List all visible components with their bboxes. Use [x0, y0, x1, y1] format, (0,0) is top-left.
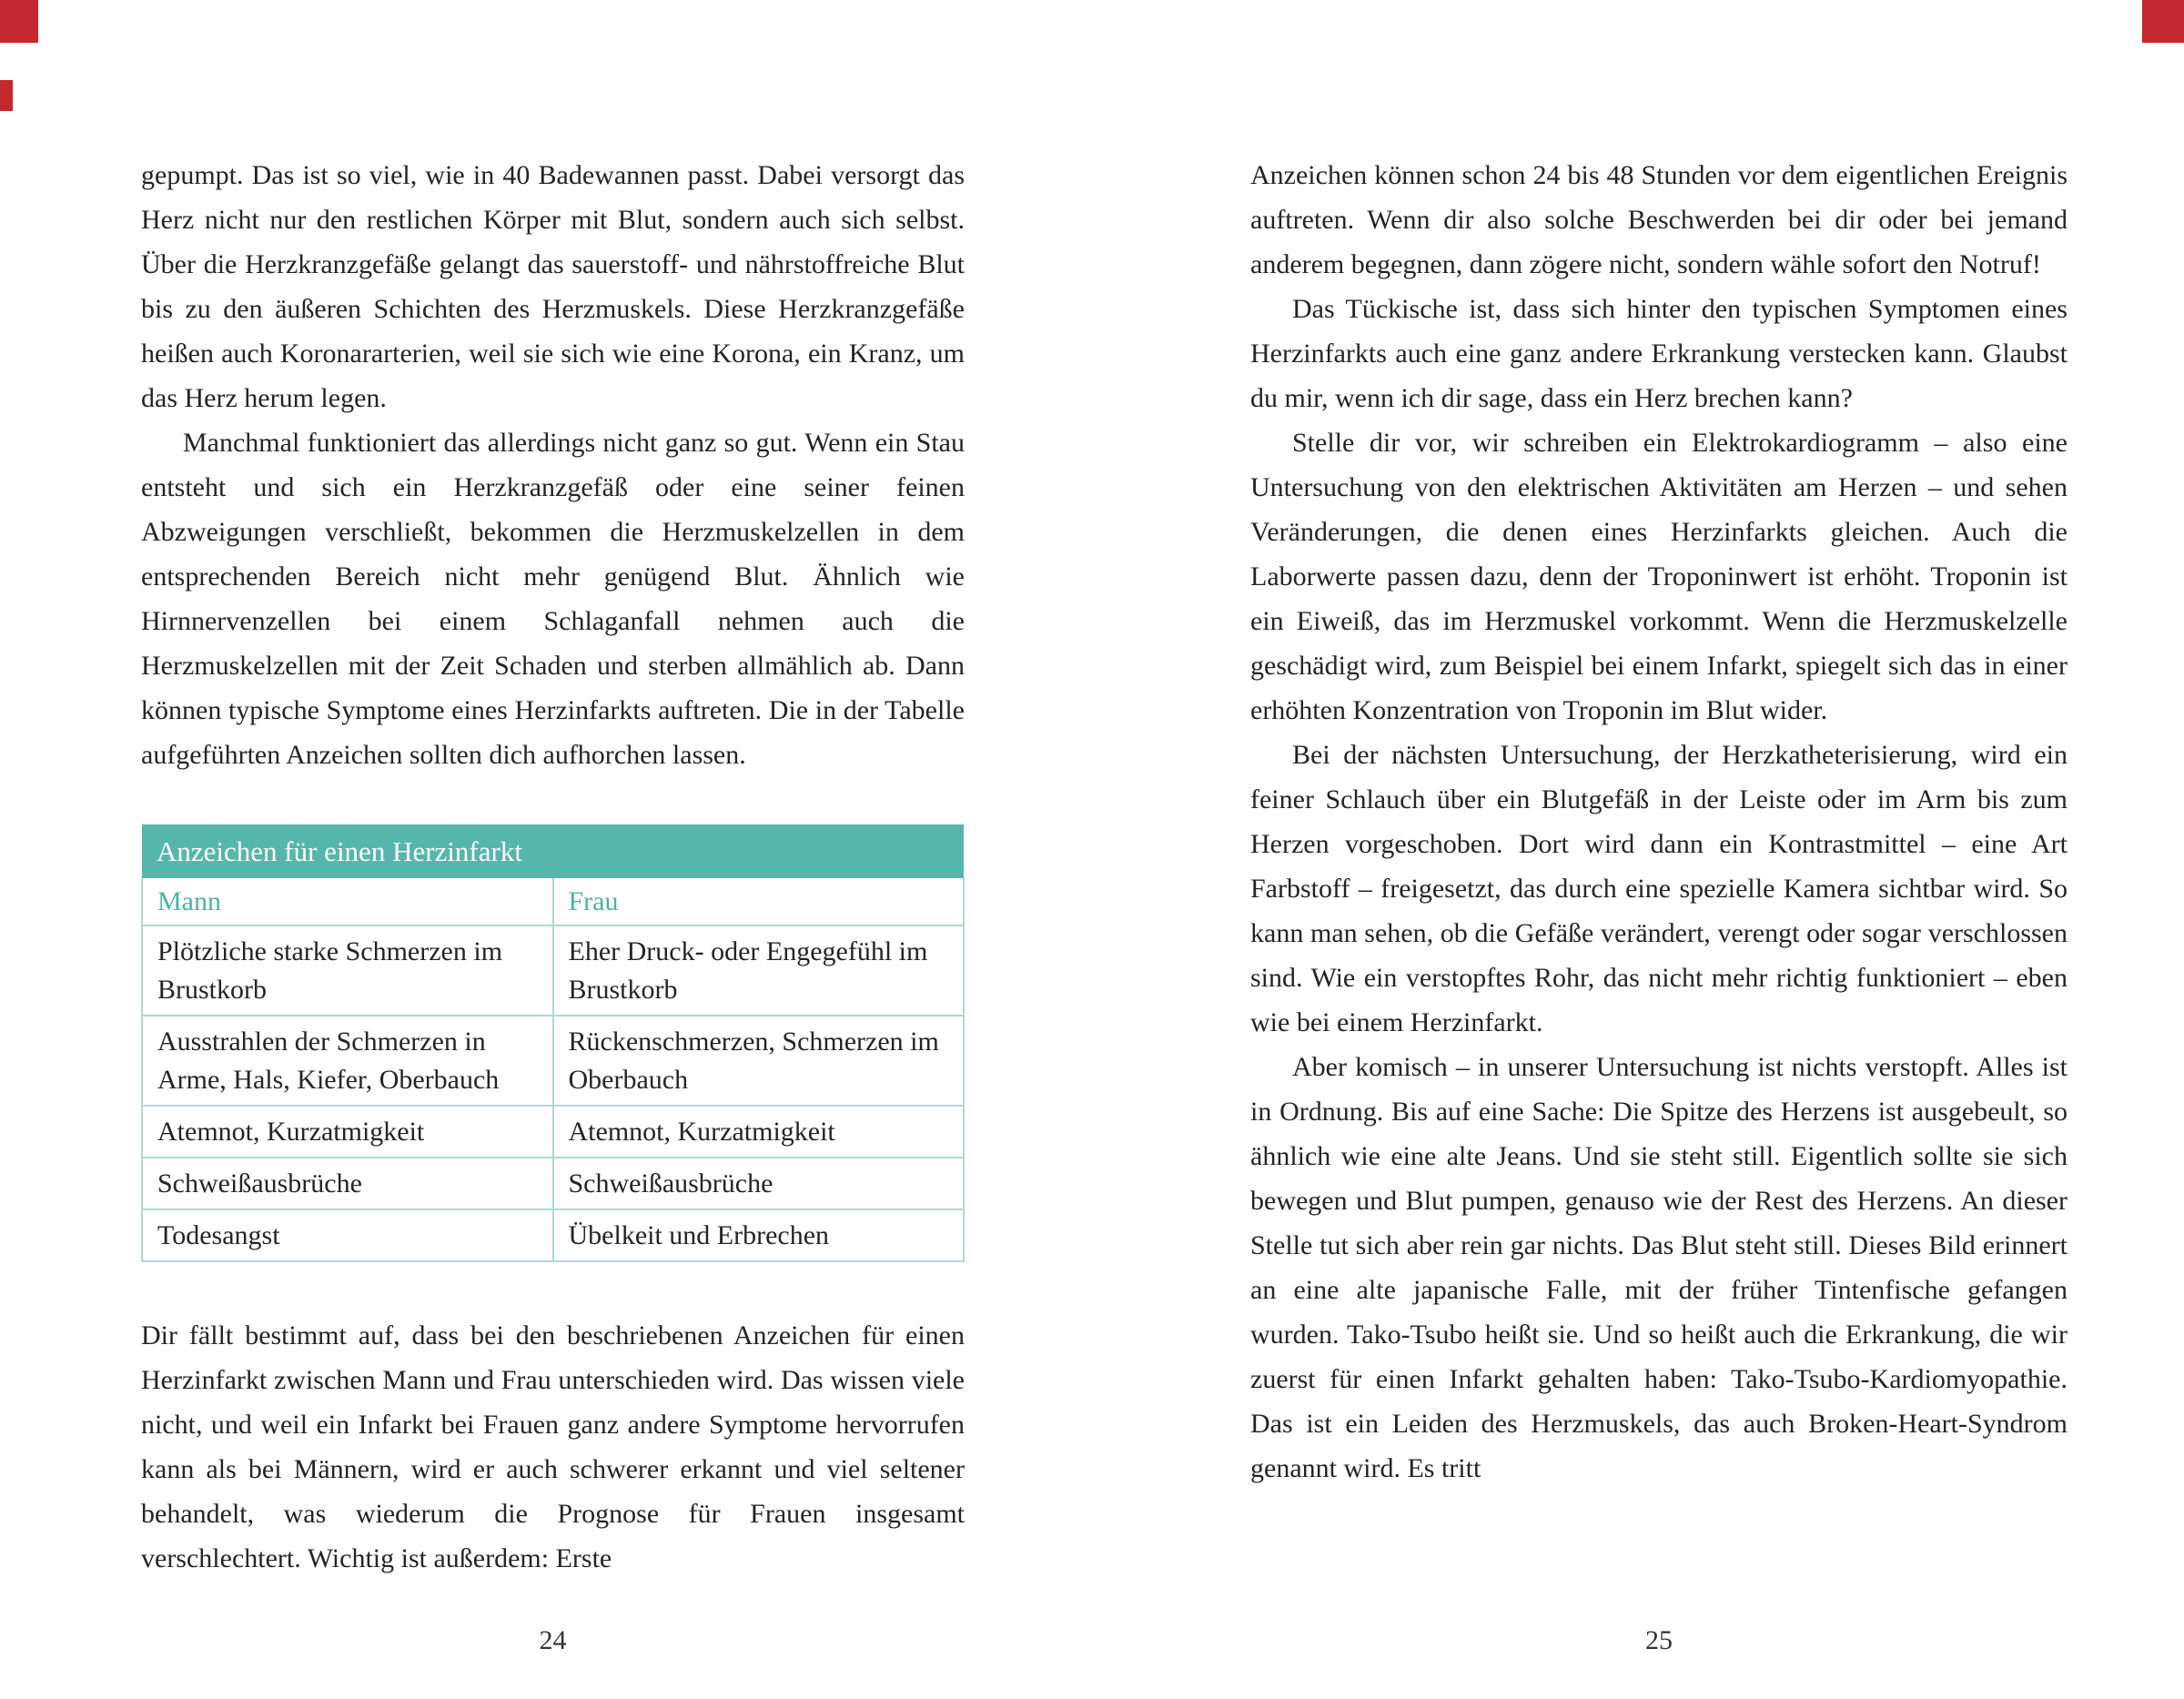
table-cell: Plötzliche starke Schmerzen im Brustkorb: [142, 925, 553, 1016]
table-cell: Schweißausbrüche: [553, 1158, 965, 1209]
paragraph: Aber komisch – in unserer Untersuchung ist nichts verstopft. Alles ist in Ordnung. Bis auf eine Sache: Die Spitze des Herzens ist ausgebeult, so ähnlich wie eine alte Jeans. Und sie steht still. Eigentlich sollte sie sich bewegen und Blut pumpen, genauso wie der Rest des Herzens. An dieser Stelle tut sich aber rein gar nichts. Das Blut steht still. Dieses Bild erinnert an eine alte japanische Falle, mit der früher Tintenfische gefangen wurden. Tako-Tsubo heißt sie. Und so heißt auch die Erkrankung, die wir zuerst für einen Infarkt gehalten haben: Tako-Tsubo-Kardiomyopathie. Das ist ein Leiden des Herzmuskels, das auch Broken-Heart-Syndrom genannt wird. Es tritt: [1250, 1052, 2068, 1483]
table-cell: Übelkeit und Erbrechen: [553, 1209, 965, 1261]
page-number-left: 24: [539, 1625, 567, 1655]
heart-attack-signs-table: [141, 824, 965, 1262]
table-cell: Atemnot, Kurzatmigkeit: [553, 1106, 965, 1158]
paragraph: Das Tückische ist, dass sich hinter den typischen Symptomen eines Herzinfarkts auch eine ganz andere Erkrankung verstecken kann. Glaubst du mir, wenn ich dir sage, dass ein Herz brechen kann?: [1250, 294, 2068, 413]
table-title: Anzeichen für einen Herzinfarkt: [142, 824, 964, 878]
table-cell: Atemnot, Kurzatmigkeit: [142, 1106, 553, 1158]
table-row: [142, 1106, 964, 1158]
table-cell: Schweißausbrüche: [142, 1158, 553, 1209]
page-number-right: 25: [1645, 1625, 1673, 1655]
table-cell: Ausstrahlen der Schmerzen in Arme, Hals, Kiefer, Oberbauch: [142, 1016, 553, 1106]
table-row: [142, 1209, 964, 1261]
table-col-header-mann: Mann: [142, 878, 553, 925]
paragraph: gepumpt. Das ist so viel, wie in 40 Badewannen passt. Dabei versorgt das Herz nicht nur den restlichen Körper mit Blut, sondern auch sich selbst. Über die Herzkranzgefäße gelangt das sauerstoff- und nährstoffreiche Blut bis zu den äußeren Schichten des Herzmuskels. Diese Herzkranzgefäße heißen auch Koronararterien, weil sie sich wie eine Korona, ein Kranz, um das Herz herum legen.: [141, 160, 965, 413]
table-title-row: [142, 824, 964, 878]
table-row: [142, 925, 964, 1016]
paragraph: Stelle dir vor, wir schreiben ein Elektrokardiogramm – also eine Untersuchung von den elektrischen Aktivitäten am Herzen – und sehen Veränderungen, die denen eines Herzinfarkts gleichen. Auch die Laborwerte passen dazu, denn der Troponinwert ist erhöht. Troponin ist ein Eiweiß, das im Herzmuskel vorkommt. Wenn die Herzmuskelzelle geschädigt wird, zum Beispiel bei einem Infarkt, spiegelt sich das in einer erhöhten Konzentration von Troponin im Blut wider.: [1250, 428, 2068, 725]
table-col-header-frau: Frau: [553, 878, 965, 925]
table-cell: Eher Druck- oder Engegefühl im Brustkorb: [553, 925, 965, 1016]
table-header-row: [142, 878, 964, 925]
red-corner-mark-left-edge: [0, 80, 13, 111]
paragraph: Anzeichen können schon 24 bis 48 Stunden vor dem eigentlichen Ereignis auftreten. Wenn dir also solche Beschwerden bei dir oder bei jemand anderem begegnen, dann zögere nicht, sondern wähle sofort den Notruf!: [1250, 160, 2068, 279]
table-row: [142, 1158, 964, 1209]
page-left: [141, 153, 965, 1581]
paragraph: Manchmal funktioniert das allerdings nicht ganz so gut. Wenn ein Stau entsteht und sich ein Herzkranzgefäß oder eine seiner feinen Abzweigungen verschließt, bekommen die Herzmuskelzellen in dem entsprechenden Bereich nicht mehr genügend Blut. Ähnlich wie Hirnnervenzellen bei einem Schlaganfall nehmen auch die Herzmuskelzellen mit der Zeit Schaden und sterben allmählich ab. Dann können typische Symptome eines Herzinfarkts auftreten. Die in der Tabelle aufgeführten Anzeichen sollten dich aufhorchen lassen.: [141, 428, 965, 770]
page-right: [1250, 153, 2068, 1491]
table-cell: Rückenschmerzen, Schmerzen im Oberbauch: [553, 1016, 965, 1106]
red-corner-mark-top-left: [0, 0, 38, 43]
paragraph: Bei der nächsten Untersuchung, der Herzkatheterisierung, wird ein feiner Schlauch über ein Blutgefäß in der Leiste oder im Arm bis zum Herzen vorgeschoben. Dort wird dann ein Kontrastmittel – eine Art Farbstoff – freigesetzt, das durch eine spezielle Kamera sichtbar wird. So kann man sehen, ob die Gefäße verändert, verengt oder sogar verschlossen sind. Wie ein verstopftes Rohr, das nicht mehr richtig funktioniert – eben wie bei einem Herzinfarkt.: [1250, 740, 2068, 1037]
paragraph: Dir fällt bestimmt auf, dass bei den beschriebenen Anzeichen für einen Herzinfarkt zwischen Mann und Frau unterschieden wird. Das wissen viele nicht, und weil ein Infarkt bei Frauen ganz andere Symptome hervorrufen kann als bei Männern, wird er auch schwerer erkannt und viel seltener behandelt, was wiederum die Prognose für Frauen insgesamt verschlechtert. Wichtig ist außerdem: Erste: [141, 1320, 965, 1573]
table-cell: Todesangst: [142, 1209, 553, 1261]
red-corner-mark-top-right: [2142, 0, 2184, 43]
table-row: [142, 1016, 964, 1106]
